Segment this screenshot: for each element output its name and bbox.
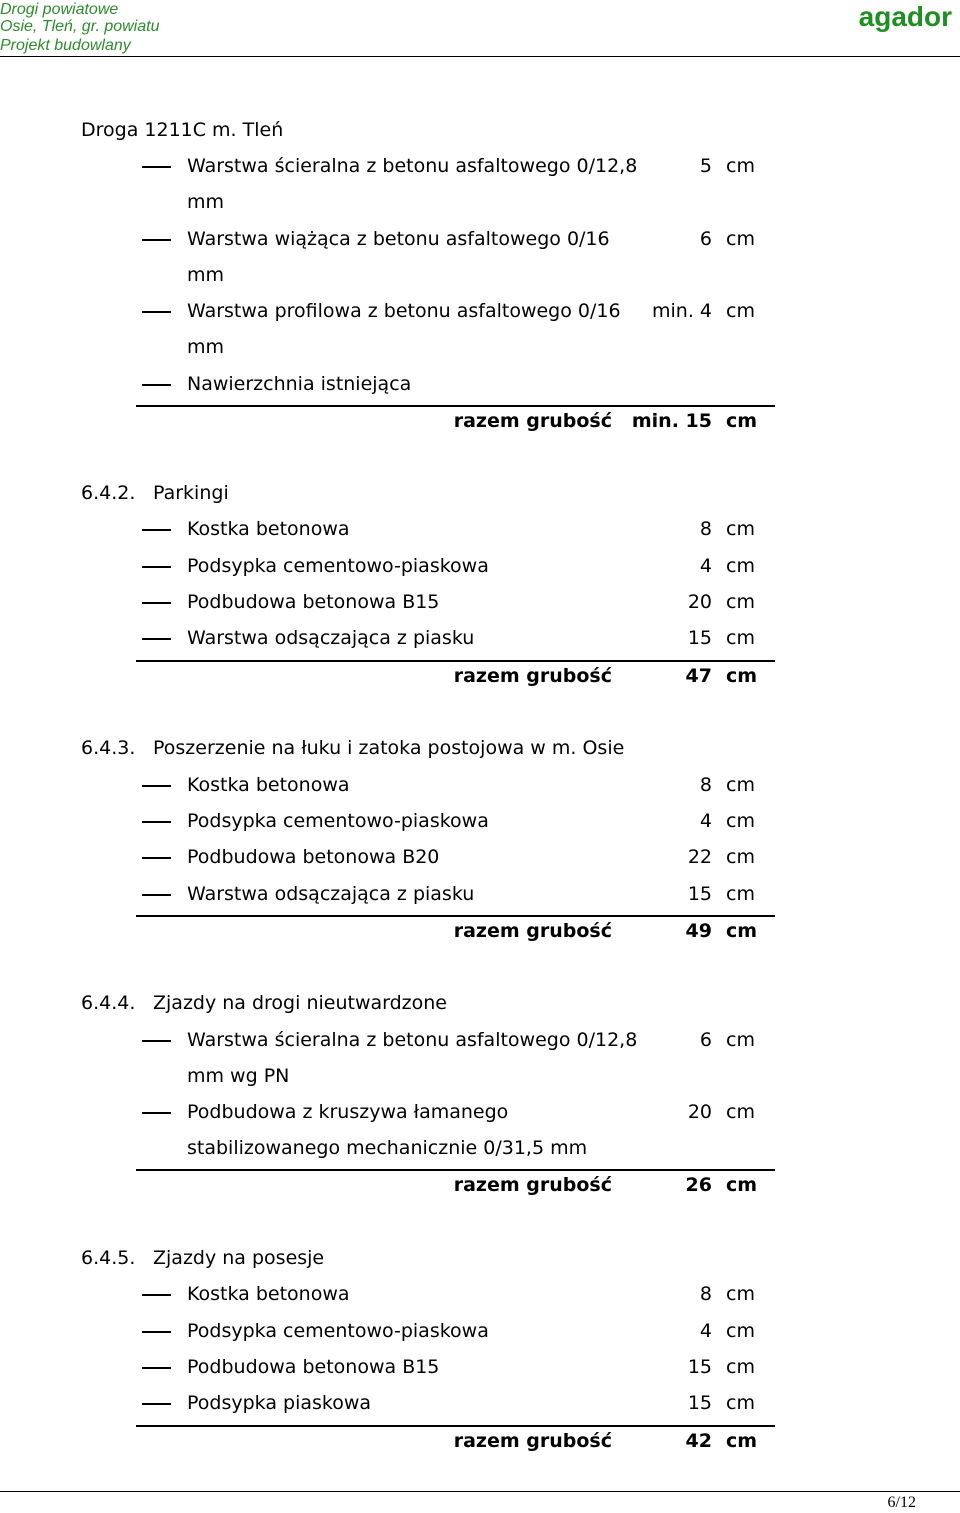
layer-label: Podbudowa betonowa B20 (187, 846, 440, 868)
layer-thickness: 4 (699, 1320, 712, 1342)
list-dash (142, 1367, 171, 1369)
layer-label-cont: stabilizowanego mechanicznie 0/31,5 mm (187, 1137, 588, 1159)
total-value: 49 (685, 920, 712, 942)
list-dash (142, 1331, 171, 1333)
layer-thickness: 4 (699, 555, 712, 577)
layer-unit: cm (726, 774, 755, 796)
layer-unit: cm (726, 228, 755, 250)
layer-unit: cm (726, 591, 755, 613)
layer-unit: cm (726, 555, 755, 577)
layer-thickness: 22 (687, 846, 712, 868)
layer-label: Kostka betonowa (187, 518, 350, 540)
list-dash (142, 566, 171, 568)
layer-thickness: min. 4 (652, 300, 712, 322)
layer-label-cont: mm (187, 336, 225, 358)
layer-unit: cm (726, 1029, 755, 1051)
total-divider (136, 405, 775, 407)
total-unit: cm (726, 1430, 758, 1452)
layer-thickness: 20 (687, 591, 712, 613)
layer-unit: cm (726, 627, 755, 649)
layer-unit: cm (726, 883, 755, 905)
layer-label-cont: mm wg PN (187, 1065, 290, 1087)
layer-label: Warstwa profilowa z betonu asfaltowego 0/16 (187, 300, 621, 322)
layer-thickness: 8 (699, 774, 712, 796)
total-value: 42 (685, 1430, 712, 1452)
list-dash (142, 1403, 171, 1405)
total-label: razem grubość (453, 1174, 612, 1196)
layer-unit: cm (726, 300, 755, 322)
list-dash (142, 894, 171, 896)
list-dash (142, 785, 171, 787)
total-label: razem grubość (453, 920, 612, 942)
layer-thickness: 15 (687, 883, 712, 905)
brand-logo-text: agador (858, 1, 952, 32)
layer-unit: cm (726, 1283, 755, 1305)
layer-thickness: 15 (687, 627, 712, 649)
layer-label: Kostka betonowa (187, 774, 350, 796)
layer-thickness: 8 (699, 1283, 712, 1305)
section-number: 6.4.4. (81, 992, 136, 1014)
list-dash (142, 166, 171, 168)
list-dash (142, 1112, 171, 1114)
total-label: razem grubość (453, 665, 612, 687)
layer-label: Podsypka cementowo-piaskowa (187, 555, 489, 577)
footer-divider (0, 1491, 960, 1492)
layer-unit: cm (726, 810, 755, 832)
header-project-line1: Drogi powiatowe (0, 1, 119, 18)
layer-unit: cm (726, 1392, 755, 1414)
layer-label: Warstwa ścieralna z betonu asfaltowego 0/12,8 (187, 1029, 638, 1051)
header-divider (0, 56, 960, 57)
total-label: razem grubość (453, 1430, 612, 1452)
total-unit: cm (726, 665, 758, 687)
list-dash (142, 857, 171, 859)
total-divider (136, 1425, 775, 1427)
total-value: min. 15 (631, 410, 712, 432)
list-dash (142, 529, 171, 531)
layer-thickness: 6 (699, 228, 712, 250)
total-value: 47 (685, 665, 712, 687)
layer-label: Warstwa odsączająca z piasku (187, 883, 475, 905)
total-value: 26 (685, 1174, 712, 1196)
section-number: 6.4.3. (81, 737, 136, 759)
layer-label: Podbudowa betonowa B15 (187, 1356, 440, 1378)
section-title: Poszerzenie na łuku i zatoka postojowa w m. Osie (153, 737, 625, 759)
list-dash (142, 638, 171, 640)
section-title: Zjazdy na drogi nieutwardzone (153, 992, 447, 1014)
layer-unit: cm (726, 846, 755, 868)
layer-unit: cm (726, 1320, 755, 1342)
layer-label: Kostka betonowa (187, 1283, 350, 1305)
layer-thickness: 4 (699, 810, 712, 832)
section-title: Droga 1211C m. Tleń (81, 119, 284, 141)
header-project-line3: Projekt budowlany (0, 37, 131, 54)
layer-unit: cm (726, 1101, 755, 1123)
layer-thickness: 15 (687, 1392, 712, 1414)
list-dash (142, 239, 171, 241)
list-dash (142, 821, 171, 823)
layer-unit: cm (726, 155, 755, 177)
layer-label-cont: mm (187, 191, 225, 213)
total-divider (136, 1169, 775, 1171)
layer-label: Podbudowa betonowa B15 (187, 591, 440, 613)
list-dash (142, 311, 171, 313)
section-title: Zjazdy na posesje (153, 1247, 325, 1269)
list-dash (142, 1294, 171, 1296)
page-number: 6/12 (887, 1494, 916, 1511)
layer-label-cont: mm (187, 264, 225, 286)
layer-label: Podsypka cementowo-piaskowa (187, 810, 489, 832)
section-number: 6.4.2. (81, 482, 136, 504)
list-dash (142, 1040, 171, 1042)
total-unit: cm (726, 920, 758, 942)
layer-label: Podsypka piaskowa (187, 1392, 372, 1414)
total-divider (136, 660, 775, 662)
layer-thickness: 6 (699, 1029, 712, 1051)
list-dash (142, 384, 171, 386)
total-label: razem grubość (453, 410, 612, 432)
layer-label: Warstwa ścieralna z betonu asfaltowego 0/12,8 (187, 155, 638, 177)
total-unit: cm (726, 410, 758, 432)
total-unit: cm (726, 1174, 758, 1196)
section-number: 6.4.5. (81, 1247, 136, 1269)
section-title: Parkingi (153, 482, 229, 504)
layer-thickness: 15 (687, 1356, 712, 1378)
layer-label: Warstwa odsączająca z piasku (187, 627, 475, 649)
layer-thickness: 20 (687, 1101, 712, 1123)
layer-label: Warstwa wiążąca z betonu asfaltowego 0/16 (187, 228, 610, 250)
layer-thickness: 5 (699, 155, 712, 177)
layer-label: Podsypka cementowo-piaskowa (187, 1320, 489, 1342)
layer-unit: cm (726, 518, 755, 540)
layer-unit: cm (726, 1356, 755, 1378)
layer-label: Nawierzchnia istniejąca (187, 373, 412, 395)
list-dash (142, 602, 171, 604)
total-divider (136, 915, 775, 917)
layer-label: Podbudowa z kruszywa łamanego (187, 1101, 509, 1123)
layer-thickness: 8 (699, 518, 712, 540)
header-project-line2: Osie, Tleń, gr. powiatu (0, 18, 160, 35)
